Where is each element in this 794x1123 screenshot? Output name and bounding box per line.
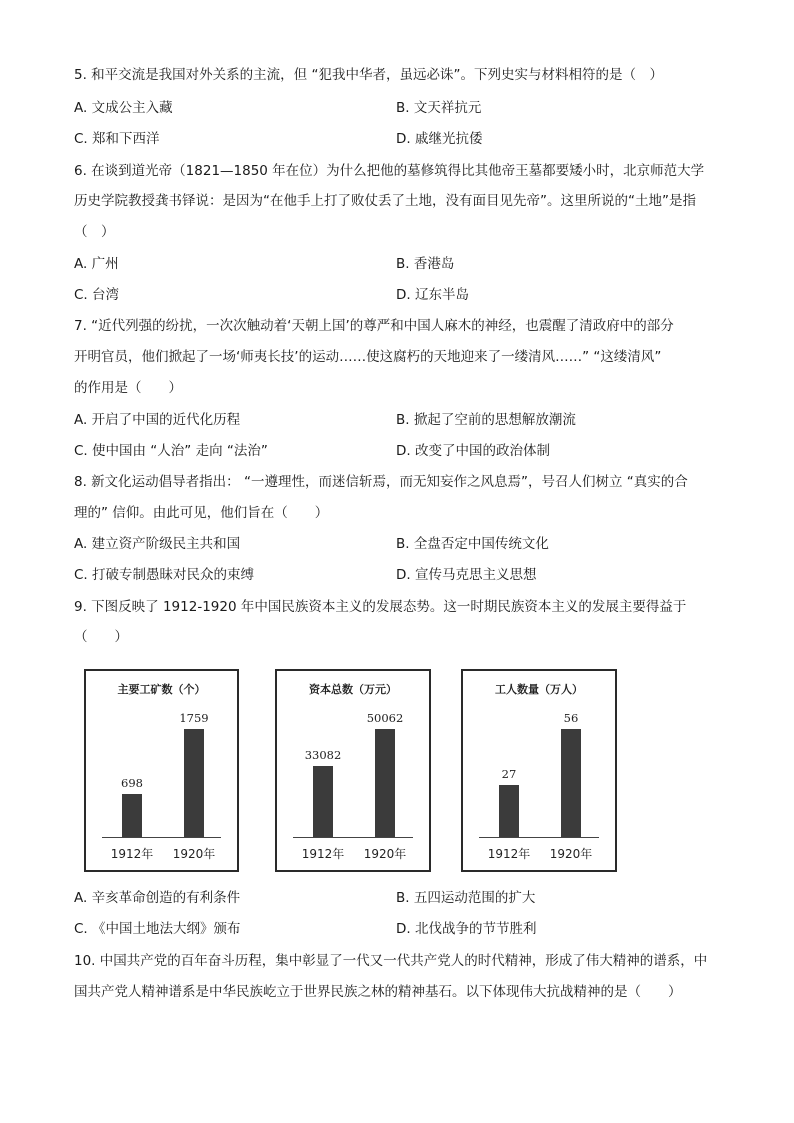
bar-1912 xyxy=(313,766,333,837)
q7-stem-line2: 开明官员，他们掀起了一场‘师夷长技’的运动……使这腐朽的天地迎来了一缕清风……” “这缕清风” xyxy=(74,349,662,365)
q6-option-c: C. 台湾 xyxy=(74,287,120,303)
q6-option-b: B. 香港岛 xyxy=(396,256,455,272)
q8-stem-line1: 8. 新文化运动倡导者指出： “一遵理性，而迷信斩焉，而无知妄作之风息焉”，号召人们树立 “真实的合 xyxy=(74,474,688,490)
chart-mines xyxy=(84,669,239,872)
category-label-1912: 1912年 xyxy=(487,847,531,861)
q8-option-b: B. 全盘否定中国传统文化 xyxy=(396,536,549,552)
chart-axis xyxy=(293,837,413,838)
bar-1920 xyxy=(561,729,581,837)
q7-option-d: D. 改变了中国的政治体制 xyxy=(396,443,550,459)
bar-1912 xyxy=(122,794,142,837)
bar-1912 xyxy=(499,785,519,837)
chart-title: 资本总数（万元） xyxy=(309,683,397,696)
chart-axis xyxy=(102,837,221,838)
q6-option-a: A. 广州 xyxy=(74,256,119,272)
q9-option-d: D. 北伐战争的节节胜利 xyxy=(396,921,537,937)
q5-option-d: D. 戚继光抗倭 xyxy=(396,131,483,147)
q10-stem-line2: 国共产党人精神谱系是中华民族屹立于世界民族之林的精神基石。以下体现伟大抗战精神的是（ ） xyxy=(74,984,682,1000)
q5-option-b: B. 文天祥抗元 xyxy=(396,100,482,116)
q9-stem-line1: 9. 下图反映了 1912-1920 年中国民族资本主义的发展态势。这一时期民族资本主义的发展主要得益于 xyxy=(74,599,687,615)
q6-stem-line2: 历史学院教授龚书铎说：是因为“在他手上打了败仗丢了土地，没有面目见先帝”。这里所说的“土地”是指 xyxy=(74,193,696,209)
q7-stem-line3: 的作用是（ ） xyxy=(74,380,182,396)
bar-1920 xyxy=(375,729,395,837)
category-label-1912: 1912年 xyxy=(110,847,154,861)
q5-stem: 5. 和平交流是我国对外关系的主流，但 “犯我中华者，虽远必诛”。下列史实与材料相符的是（ ） xyxy=(74,67,663,83)
value-label-1912: 27 xyxy=(501,767,517,781)
q6-option-d: D. 辽东半岛 xyxy=(396,287,469,303)
q6-stem-line1: 6. 在谈到道光帝（1821—1850 年在位）为什么把他的墓修筑得比其他帝王墓都要矮小时，北京师范大学 xyxy=(74,163,705,179)
q10-stem-line1: 10. 中国共产党的百年奋斗历程，集中彰显了一代又一代共产党人的时代精神，形成了伟大精神的谱系，中 xyxy=(74,953,708,969)
bar-1920 xyxy=(184,729,204,837)
category-label-1920: 1920年 xyxy=(172,847,216,861)
q7-option-b: B. 掀起了空前的思想解放潮流 xyxy=(396,412,576,428)
q9-stem-line2: （ ） xyxy=(74,629,128,645)
q8-stem-line2: 理的” 信仰。由此可见，他们旨在（ ） xyxy=(74,505,329,521)
chart-capital xyxy=(275,669,431,872)
category-label-1920: 1920年 xyxy=(363,847,407,861)
q6-stem-line3: （ ） xyxy=(74,224,115,240)
q8-option-a: A. 建立资产阶级民主共和国 xyxy=(74,536,241,552)
q5-option-c: C. 郑和下西洋 xyxy=(74,131,160,147)
value-label-1920: 56 xyxy=(563,711,579,725)
category-label-1920: 1920年 xyxy=(549,847,593,861)
q5-option-a: A. 文成公主入藏 xyxy=(74,100,173,116)
value-label-1912: 33082 xyxy=(304,748,342,762)
chart-title: 主要工矿数（个） xyxy=(117,683,206,696)
value-label-1912: 698 xyxy=(121,776,143,790)
q9-option-b: B. 五四运动范围的扩大 xyxy=(396,890,536,906)
q8-option-d: D. 宣传马克思主义思想 xyxy=(396,567,537,583)
value-label-1920: 1759 xyxy=(179,711,209,725)
category-label-1912: 1912年 xyxy=(301,847,345,861)
value-label-1920: 50062 xyxy=(366,711,404,725)
chart-title: 工人数量（万人） xyxy=(495,683,583,696)
q9-option-c: C. 《中国土地法大纲》颁布 xyxy=(74,921,241,937)
q7-stem-line1: 7. “近代列强的纷扰，一次次触动着‘天朝上国’的尊严和中国人麻木的神经，也震醒了清政府中的部分 xyxy=(74,318,674,334)
q8-option-c: C. 打破专制愚昧对民众的束缚 xyxy=(74,567,255,583)
chart-workers xyxy=(461,669,617,872)
q9-option-a: A. 辛亥革命创造的有利条件 xyxy=(74,890,241,906)
chart-axis xyxy=(479,837,599,838)
q7-option-c: C. 使中国由 “人治” 走向 “法治” xyxy=(74,443,268,459)
q7-option-a: A. 开启了中国的近代化历程 xyxy=(74,412,241,428)
